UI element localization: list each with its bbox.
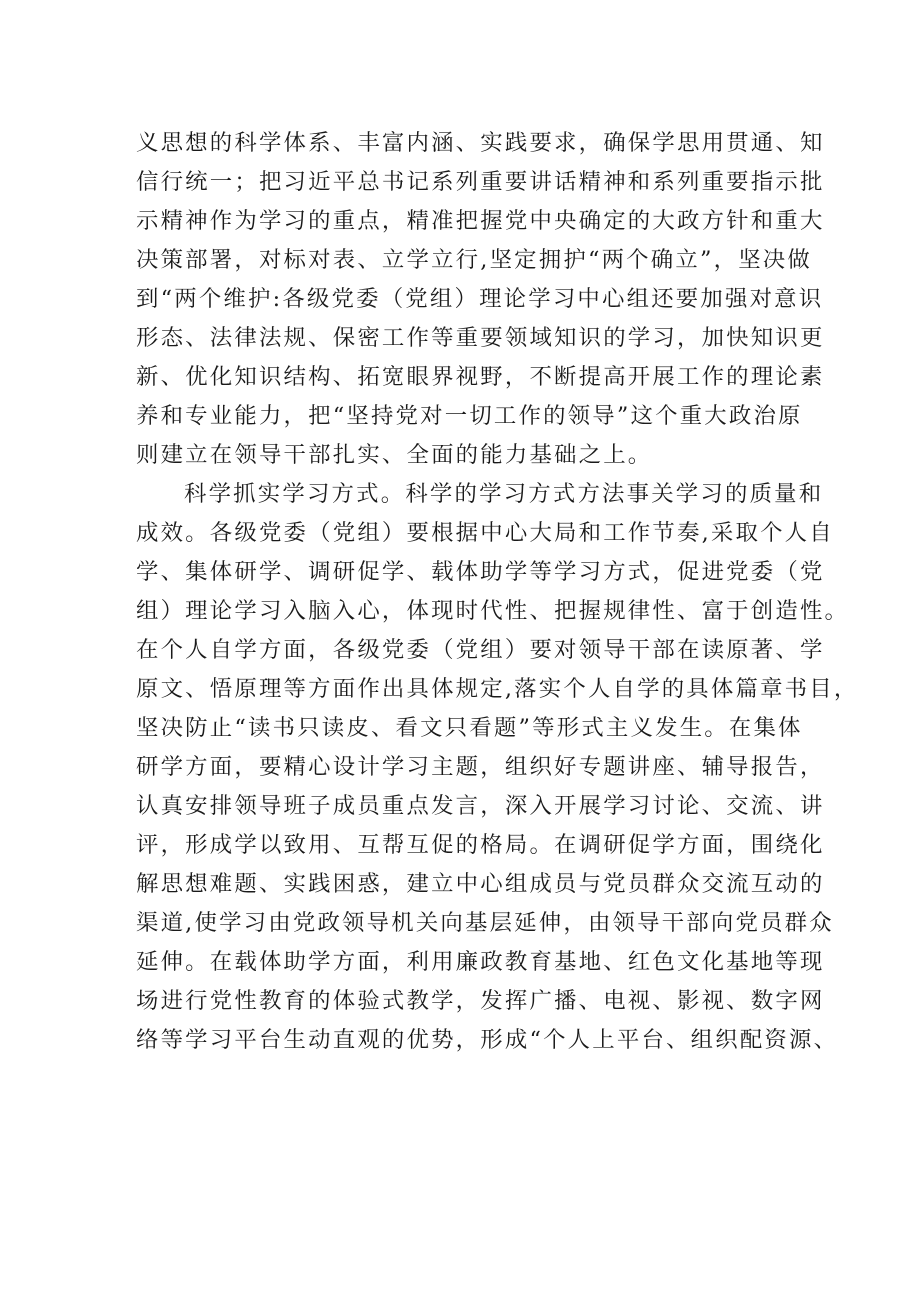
text-line: 新、优化知识结构、拓宽眼界视野，不断提高开展工作的理论素 [136,364,825,390]
text-line: 坚决防止“读书只读皮、看文只看题”等形式主义发生。在集体 [136,715,803,741]
text-line: 信行统一；把习近平总书记系列重要讲话精神和系列重要指示批 [136,169,825,195]
text-line: 科学抓实学习方式。科学的学习方式方法事关学习的质量和 [184,481,824,507]
text-line: 络等学习平台生动直观的优势，形成“个人上平台、组织配资源、 [136,1027,839,1053]
text-line: 原文、悟原理等方面作出具体规定,落实个人自学的具体篇章书目， [136,676,859,702]
paragraph-continuation [136,124,825,475]
text-line: 在个人自学方面，各级党委（党组）要对领导干部在读原著、学 [136,637,825,663]
text-line: 示精神作为学习的重点，精准把握党中央确定的大政方针和重大 [136,208,825,234]
text-line: 学、集体研学、调研促学、载体助学等学习方式，促进党委（党 [136,559,825,585]
text-line: 则建立在领导干部扎实、全面的能力基础之上。 [136,442,653,468]
text-line: 到“两个维护:各级党委（党组）理论学习中心组还要加强对意识 [136,286,824,312]
text-line: 成效。各级党委（党组）要根据中心大局和工作节奏,采取个人自 [136,520,834,546]
text-line: 义思想的科学体系、丰富内涵、实践要求，确保学思用贯通、知 [136,130,825,156]
text-line: 认真安排领导班子成员重点发言，深入开展学习讨论、交流、讲 [136,793,825,819]
text-line: 养和专业能力，把“坚持党对一切工作的领导”这个重大政治原 [136,403,803,429]
text-line: 决策部署，对标对表、立学立行,坚定拥护“两个确立”，坚决做 [136,247,812,273]
text-line: 渠道,使学习由党政领导机关向基层延伸，由领导干部向党员群众 [136,910,834,936]
text-line: 延伸。在载体助学方面，利用廉政教育基地、红色文化基地等现 [136,949,825,975]
text-line: 评，形成学以致用、互帮互促的格局。在调研促学方面，围绕化 [136,832,825,858]
text-line: 解思想难题、实践困惑，建立中心组成员与党员群众交流互动的 [136,871,825,897]
text-line: 研学方面，要精心设计学习主题，组织好专题讲座、辅导报告， [136,754,825,780]
text-line: 组）理论学习入脑入心，体现时代性、把握规律性、富于创造性。 [136,598,850,624]
text-line: 场进行党性教育的体验式教学，发挥广播、电视、影视、数字网 [136,988,825,1014]
body-text [136,124,859,1060]
paragraph-study-methods [136,475,859,1060]
text-line: 形态、法律法规、保密工作等重要领域知识的学习，加快知识更 [136,325,825,351]
